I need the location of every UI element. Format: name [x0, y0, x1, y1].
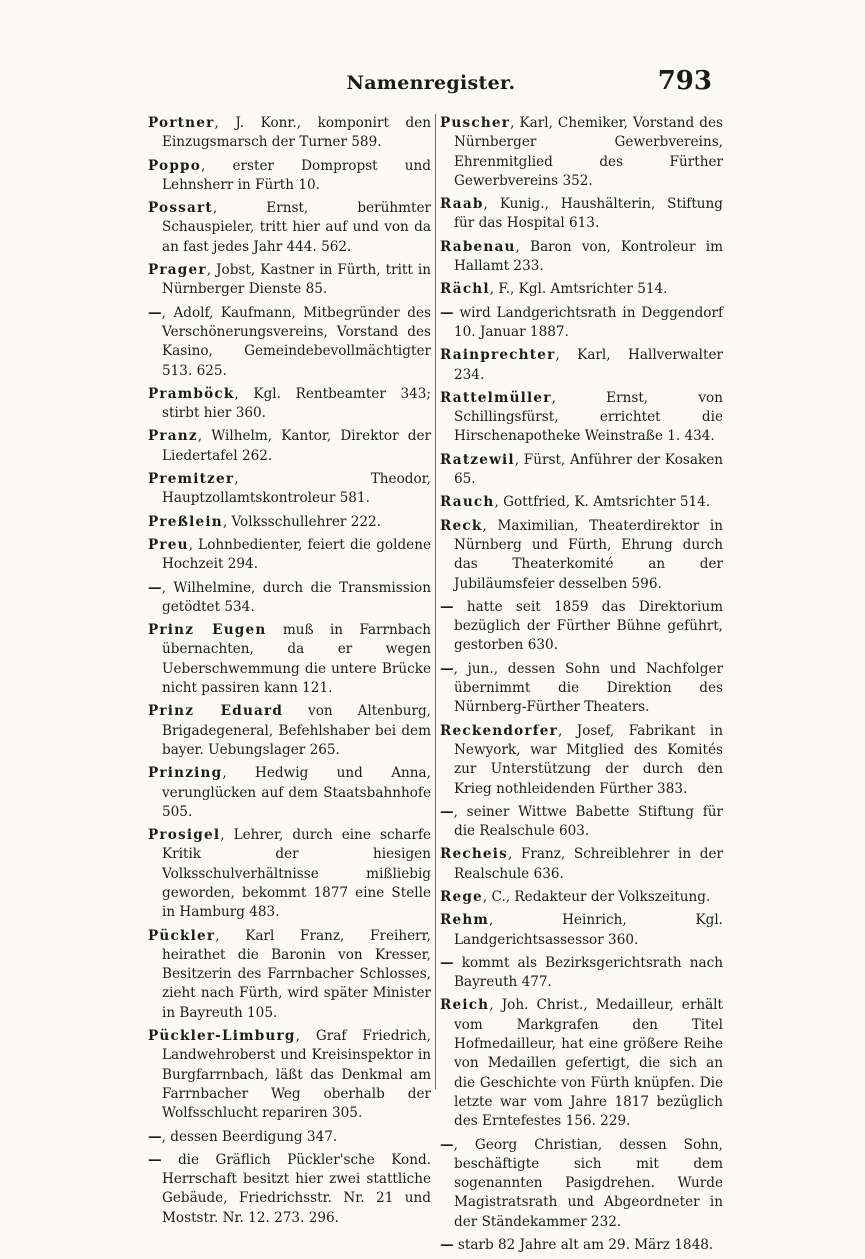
index-entry — [148, 427, 431, 466]
entry-name: Rattelmüller — [440, 389, 552, 406]
entry-text: , Fürst, Anführer der Kosaken 65. — [454, 451, 723, 488]
index-entry — [148, 261, 431, 300]
entry-name: Preu — [148, 536, 189, 553]
index-entry — [148, 1151, 431, 1228]
entry-text: , Wilhelmine, durch die Transmission getödtet 534. — [161, 579, 431, 615]
index-entry — [440, 722, 723, 799]
entry-text: , Jobst, Kastner in Fürth, tritt in Nürnberger Dienste 85. — [162, 262, 431, 298]
entry-dash: — — [440, 803, 454, 820]
entry-text: kommt als Bezirksgerichtsrath nach Bayreuth 477. — [453, 954, 723, 991]
index-entry — [148, 621, 431, 698]
entry-name: Prinz Eduard — [148, 703, 284, 720]
left-column — [148, 114, 431, 1232]
entry-dash: — — [440, 1237, 454, 1254]
entry-text: , Karl Franz, Freiherr, heirathet die Baronin von Kresser, Besitzerin des Farrnbacher Schlosses, zieht nach Fürth, wird später Minister in Bayreuth 105. — [162, 927, 431, 1021]
entry-dash: — — [148, 304, 162, 321]
column-divider — [435, 114, 436, 1089]
index-entry — [440, 845, 723, 884]
entry-text: , Kgl. Rentbeamter 343; stirbt hier 360. — [162, 385, 431, 422]
entry-name: Prager — [148, 262, 207, 279]
entry-name: Recheis — [440, 846, 508, 863]
entry-text: , Karl, Chemiker, Vorstand des Nürnberger Gewerbvereins, Ehrenmitglied des Fürther Gewerbvereins 352. — [454, 115, 723, 189]
index-entry — [148, 304, 431, 381]
index-entry — [148, 157, 431, 196]
entry-name: Rauch — [440, 494, 495, 511]
index-entry — [148, 927, 431, 1023]
index-entry — [440, 389, 723, 447]
entry-text: , Volksschullehrer 222. — [222, 513, 382, 530]
entry-text: , Franz, Schreiblehrer in der Realschule 636. — [454, 846, 723, 882]
index-entry — [440, 238, 723, 277]
index-entry — [440, 517, 723, 594]
index-entry — [440, 304, 723, 343]
entry-name: Reck — [440, 517, 483, 534]
entry-text: , jun., dessen Sohn und Nachfolger übernimmt die Direktion des Nürnberg-Fürther Theaters. — [453, 660, 723, 716]
entry-text: wird Landgerichtsrath in Deggendorf 10. Januar 1887. — [453, 304, 723, 340]
entry-dash: — — [440, 954, 454, 971]
entry-text: , Ernst, von Schillingsfürst, errichtet die Hirschenapotheke Weinstraße 1. 434. — [454, 389, 723, 445]
entry-text: , Gottfried, K. Amtsrichter 514. — [494, 494, 711, 511]
index-entry — [148, 199, 431, 257]
index-entry — [440, 1136, 723, 1232]
entry-text: , Baron von, Kontroleur im Hallamt 233. — [454, 238, 723, 275]
index-entry — [440, 280, 723, 299]
entry-name: Possart — [148, 200, 213, 217]
entry-name: Reich — [440, 997, 490, 1014]
entry-text: von Altenburg, Brigadegeneral, Befehlshaber bei dem bayer. Uebungslager 265. — [162, 703, 431, 758]
index-entry — [148, 536, 431, 575]
entry-text: , Ernst, berühmter Schauspieler, tritt hier auf und von da an fast jedes Jahr 444. 562. — [162, 200, 431, 255]
entry-name: Prosigel — [148, 827, 221, 844]
index-entry — [440, 451, 723, 490]
entry-text: , Georg Christian, dessen Sohn, beschäftigte sich mit dem sogenannten Pasigdrehen. Wurde Magistratsrath und Abgeordneter in der Ständekammer 232. — [453, 1136, 723, 1230]
running-title: Namenregister. — [346, 72, 516, 94]
entry-name: Raab — [440, 196, 484, 213]
entry-name: Premitzer — [148, 471, 235, 488]
entry-name: Ratzewil — [440, 451, 515, 468]
entry-name: Puscher — [440, 115, 511, 131]
entry-text: , C., Redakteur der Volkszeitung. — [482, 888, 711, 905]
entry-text: , Lohnbedienter, feiert die goldene Hochzeit 294. — [162, 536, 431, 573]
entry-text: , Kunig., Haushälterin, Stiftung für das Hospital 613. — [454, 196, 723, 232]
page-number: 793 — [657, 66, 712, 96]
entry-text: , erster Dompropst und Lehnsherr in Fürth 10. — [162, 157, 431, 193]
entry-text: muß in Farrnbach übernachten, da er wegen Ueberschwemmung die untere Brücke nicht passiren kann 121. — [162, 622, 431, 697]
entry-name: Pückler — [148, 927, 216, 944]
entry-text: , Heinrich, Kgl. Landgerichtsassessor 360. — [454, 912, 723, 948]
index-entry — [440, 954, 723, 993]
entry-text: starb 82 Jahre alt am 29. März 1848. — [453, 1237, 714, 1254]
entry-name: Rege — [440, 888, 483, 905]
entry-dash: — — [148, 1128, 162, 1145]
index-entry — [148, 579, 431, 618]
entry-name: Rächl — [440, 281, 490, 298]
entry-text: , Maximilian, Theaterdirektor in Nürnberg und Fürth, Ehrung durch das Theaterkomité an der Jubiläumsfeier desselben 596. — [454, 517, 723, 592]
entry-name: Prinzing — [148, 765, 223, 782]
entry-text: , F., Kgl. Amtsrichter 514. — [489, 281, 668, 298]
entry-text: die Gräflich Pückler'sche Kond. Herrschaft besitzt hier zwei stattliche Gebäude, Friedrichsstr. Nr. 21 und Moststr. Nr. 12. 273. 296. — [161, 1151, 431, 1226]
index-entry — [440, 803, 723, 842]
entry-name: Preßlein — [148, 513, 223, 530]
index-entry — [148, 764, 431, 822]
index-entry — [440, 1236, 723, 1255]
entry-text: , Adolf, Kaufmann, Mitbegründer des Verschönerungsvereins, Vorstand des Kasino, Gemeindebevollmächtigter 513. 625. — [161, 304, 431, 379]
index-entry — [148, 114, 431, 153]
index-entry — [148, 385, 431, 424]
index-entry — [440, 660, 723, 718]
right-column — [440, 114, 723, 1259]
entry-dash: — — [440, 598, 454, 615]
entry-name: Rainprechter — [440, 347, 556, 364]
index-entry — [148, 702, 431, 760]
entry-text: , Joh. Christ., Medailleur, erhält vom Markgrafen den Titel Hofmedailleur, hat eine größere Reihe von Medaillen gefertigt, die sich an die Geschichte von Fürth knüpfen. Die letzte war vom Jahre 1817 bezüglich des Erntefestes 156. 229. — [454, 997, 723, 1130]
entry-name: Reckendorfer — [440, 722, 558, 739]
page-header — [150, 66, 712, 100]
index-entry — [440, 598, 723, 656]
entry-dash: — — [148, 579, 162, 596]
entry-dash: — — [440, 1136, 454, 1153]
index-entry — [440, 493, 723, 512]
entry-text: , Theodor, Hauptzollamtskontroleur 581. — [162, 471, 431, 507]
entry-name: Rehm — [440, 912, 490, 929]
index-entry — [440, 888, 723, 907]
entry-text: , Wilhelm, Kantor, Direktor der Liedertafel 262. — [162, 428, 431, 464]
entry-name: Pramböck — [148, 385, 235, 402]
entry-text: , Lehrer, durch eine scharfe Kritik der hiesigen Volksschulverhältnisse mißliebig geworden, bekommt 1877 eine Stelle in Hamburg 483. — [162, 827, 431, 921]
entry-text: , seiner Wittwe Babette Stiftung für die Realschule 603. — [453, 803, 723, 840]
index-entry — [440, 195, 723, 234]
entry-dash: — — [440, 304, 454, 321]
entry-name: Portner — [148, 115, 215, 131]
index-entry — [440, 996, 723, 1131]
index-entry — [148, 1027, 431, 1123]
entry-text: , Karl, Hallverwalter 234. — [454, 347, 723, 383]
index-entry — [440, 114, 723, 191]
index-entry — [148, 470, 431, 509]
entry-text: , J. Konr., komponirt den Einzugsmarsch der Turner 589. — [162, 115, 431, 151]
entry-name: Pückler-Limburg — [148, 1028, 296, 1045]
entry-text: , Josef, Fabrikant in Newyork, war Mitglied des Komités zur Unterstützung der durch den Krieg nothleidenden Fürther 383. — [454, 722, 723, 797]
index-entry — [148, 1128, 431, 1147]
entry-name: Prinz Eugen — [148, 622, 267, 639]
entry-name: Poppo — [148, 157, 202, 174]
index-entry — [440, 911, 723, 950]
entry-dash: — — [440, 660, 454, 677]
index-entry — [148, 826, 431, 922]
entry-name: Pranz — [148, 428, 198, 445]
index-entry — [148, 513, 431, 532]
entry-text: hatte seit 1859 das Direktorium bezüglich der Fürther Bühne geführt, gestorben 630. — [453, 598, 723, 654]
entry-text: , Hedwig und Anna, verunglücken auf dem Staatsbahnhofe 505. — [162, 765, 431, 820]
entry-dash: — — [148, 1151, 162, 1168]
index-entry — [440, 346, 723, 385]
entry-name: Rabenau — [440, 238, 516, 255]
entry-text: , Graf Friedrich, Landwehroberst und Kreisinspektor in Burgfarrnbach, läßt das Denkmal am Farrnbacher Weg oberhalb der Wolfsschlucht repariren 305. — [162, 1028, 431, 1122]
entry-text: , dessen Beerdigung 347. — [161, 1128, 338, 1145]
